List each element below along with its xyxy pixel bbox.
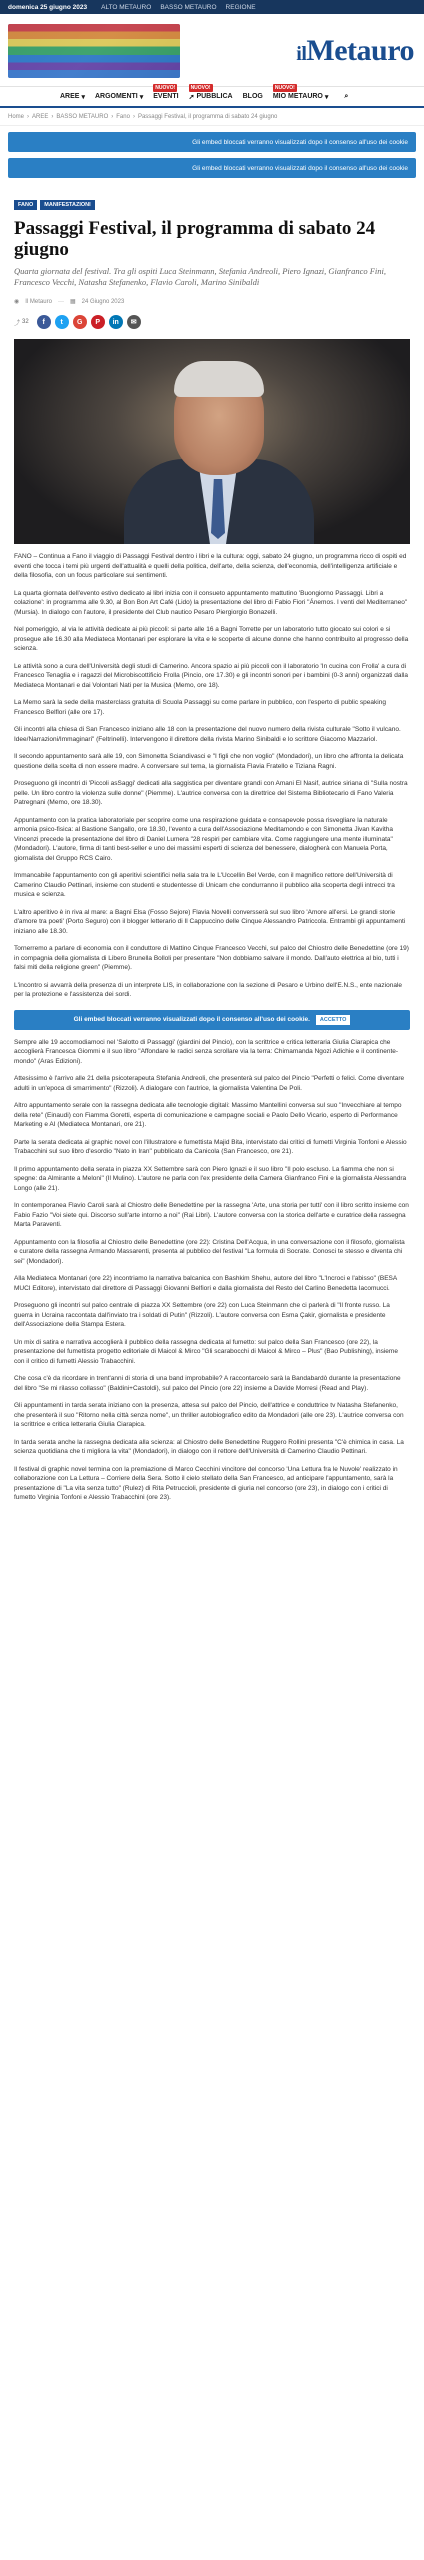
article-paragraph: Altro appuntamento serale con la rassegna dedicata alle tecnologie digitali: Massimo Mantellini conversa sul suo "Invecchiare al tempo della rete" (Einaudi) con Fiamma Goretti, esperta di comunicazione e campagne sociali e Paolo Dello Vicario, esperto di Performance Marketing e AI (Mediateca Montanari, ore 21).	[14, 1102, 402, 1128]
accept-cookies-button[interactable]: ACCETTO	[316, 1015, 350, 1025]
top-link-regione[interactable]: REGIONE	[225, 3, 256, 11]
article-paragraph: L'altro aperitivo è in riva al mare: a Bagni Elsa (Fosso Sejore) Flavia Novelli conversserà sul suo libro 'Amore all'ersi. Le grandi storie d'amore tra poeti' (Porto Seguro) con il blogger letterario di Il Cappuccino delle Cinque Alessandro Patriccola. Entrambi gli appuntamenti iniziano alle 18.30.	[14, 908, 406, 935]
new-badge: NUOVO!	[190, 84, 211, 91]
article-paragraph: Attesissimo è l'arrivo alle 21 della psicoterapeuta Stefania Andreoli, che presenterà sul palco del Pincio "Perfetti o felici. Come diventare adulti in un'epoca di smarrimento" (Rizzoli). A dialogare con l'autrice, la giornalista Valentina De Poli.	[14, 1075, 405, 1092]
cookie-consent-banner[interactable]: Gli embed bloccati verranno visualizzati dopo il consenso all'uso dei cookie	[8, 158, 416, 178]
google-icon[interactable]: G	[73, 315, 87, 329]
new-badge: NUOVO!	[274, 84, 295, 91]
article-paragraph: Sempre alle 19 accomodiamoci nel 'Salotto di Passaggi' (giardini del Pincio), con la scrittrice e critica letteraria Giulia Ciarapica che accoglierà Francesca Giommi e il suo libro "Affondare le radici senza scrollare via la terra: Chimamanda Ngozi Adichie e il continente-mondo" (Aras Edizioni).	[14, 1038, 399, 1065]
banner-flag-image	[8, 24, 180, 78]
article-paragraph: Immancabile l'appuntamento con gli aperitivi scientifici nella sala tra le L'Uccellin Bel Verde, con il magnifico rettore dell'Università di Camerino Claudio Pettinari, insieme con studenti e studentesse di Unicam che condurranno il pubblico alla scoperta degli intrecci tra musica e scienza.	[14, 872, 395, 898]
cookie-consent-banner: Gli embed bloccati verranno visualizzati dopo il consenso all'uso dei cookie. ACCETTO	[14, 1010, 410, 1030]
article-body-continued	[14, 1038, 410, 1503]
calendar-icon: ▦	[69, 299, 76, 305]
send-icon: ➚	[188, 93, 195, 101]
chevron-down-icon: ▾	[81, 93, 85, 101]
article-paragraph: Le attività sono a cura dell'Università degli studi di Camerino. Ancora spazio ai più piccoli con il laboratorio 'In cucina con Frolla' a cura di Francesco Tenaglia e i ragazzi del Microbiscottificio Frolla (Pincio, ore 17.30) e gli incontri sonori per i bambini (0-3 anni) organizzati dalla Mediateca Montanari e dai Volontari Nati per la Musica (Memo, ore 18).	[14, 662, 409, 689]
linkedin-icon[interactable]: in	[109, 315, 123, 329]
article-paragraph: Il festival di graphic novel termina con la premiazione di Marco Cecchini vincitore del concorso 'Una Lettura fra le Nuvole' realizzato in collaborazione con La Lettura – Corriere della Sera. Sotto il cielo stellato della San Francesco, ad anticipare l'appuntamento, sarà la presentazione di "La vita senza tutto" (Rulez) di Rita Petruccioli, presidente di giuria nel concorso (ore 23), in dialogo con i critici di fumetto Virginia Tonfoni e Alessio Trabacchini (ore 23).	[14, 1465, 398, 1501]
article-paragraph: Tornerremo a parlare di economia con il conduttore di Mattino Cinque Francesco Vecchi, sul palco del Chiostro delle Benedettine (ore 19) in compagnia della giornalista di Libero Brunella Bolloli per presentare "Non dobbiamo salvare il mondo. Dall'auto elettrica al bio, tutti i falsi miti della religione green" (Piemme).	[14, 945, 409, 971]
article-paragraph: Appuntamento con la pratica laboratoriale per scoprire come una respirazione guidata e consapevole possa risvegliare la naturale armonia psico-fisica: al Bastione Sangallo, ore 18.30, l'evento a cura dell'Associazione Meditamondo e con Simonetta Jivan Kavitha Vincenzi precede la presentazione del libro di Daniel Lumera "28 respiri per cambiare vita. Come raggiungere una mente illuminata" (Mondadori). L'autore, firma di tanti best-seller e uno dei massimi esperti di scienza del benessere, dialogherà con Manuela Porta, giornalista del Gruppo RCS Cairo.	[14, 816, 393, 862]
email-icon[interactable]: ✉	[127, 315, 141, 329]
breadcrumb: Home › AREE › BASSO METAURO › Fano › Passaggi Festival, il programma di sabato 24 giugno	[0, 108, 424, 126]
article-paragraph: FANO – Continua a Fano il viaggio di Passaggi Festival dentro i libri e la cultura: oggi, sabato 24 giugno, un programma ricco di ospiti ed eventi che tocca i temi più urgenti dell'attualità e quelli della politica, dell'arte, della scienza, dell'economia, dell'intelligenza artificiale e della filosofia, con un focus particolare sui sentimenti.	[14, 553, 407, 579]
header	[0, 14, 424, 86]
chevron-down-icon: ▾	[324, 93, 329, 101]
article-photo	[14, 339, 410, 544]
article-paragraph: La Memo sarà la sede della masterclass gratuita di Scuola Passaggi su come parlare in pubblico, con l'esperto di public speaking Francesco Belflori (alle ore 17).	[14, 699, 386, 716]
pinterest-icon[interactable]: P	[91, 315, 105, 329]
article-paragraph: Proseguono gli incontri di 'Piccoli asSaggi' dedicati alla saggistica per diventare grandi con Amani El Nasif, autrice siriana di "Sulla nostra pelle. Un libro contro la violenza sulle donne" (Piemme). L'autrice conversa con la direttrice del Sistema Bibliotecario di Fano Valeria Patregnani (Memo, ore 18.30).	[14, 780, 408, 806]
breadcrumb-basso-metauro[interactable]: BASSO METAURO	[56, 113, 109, 120]
breadcrumb-fano[interactable]: Fano	[116, 113, 130, 120]
share-count: ⤴ 32	[14, 319, 29, 327]
category-tags	[14, 200, 410, 210]
article-paragraph: Il secondo appuntamento sarà alle 19, con Simonetta Sciandivasci e "I figli che non voglio" (Mondadori), un libro che affronta la delicata questione della scelta di non essere madre. A conversare sul tema, la giornalista Flavia Fratello e Tiziana Ragni.	[14, 753, 404, 770]
twitter-icon[interactable]: t	[55, 315, 69, 329]
current-date: domenica 25 giugno 2023	[8, 3, 88, 11]
article-paragraph: Il primo appuntamento della serata in piazza XX Settembre sarà con Piero Ignazi e il suo libro "Il polo escluso. La fiamma che non si spegne: da Almirante a Meloni" (Il Mulino). L'autore ne parla con l'ex presidente della Camera Gianfranco Fini e la giornalista Alessandra Longo (alle 21).	[14, 1165, 407, 1192]
article-date: 24 Giugno 2023	[81, 298, 125, 305]
breadcrumb-current: Passaggi Festival, il programma di sabato 24 giugno	[137, 113, 278, 120]
share-icon: ⤴	[14, 320, 21, 327]
article-paragraph: Che cosa c'è da ricordare in trent'anni di storia di una band improbabile? A raccontarcelo sarà la Bandabardò durante la presentazione del libro "Se mi rilasso collasso" (Baldini+Castoldi), sul palco del Pincio (ore 22) insieme a Davide Morresi (Read and Play).	[14, 1375, 401, 1392]
nav-item-eventi[interactable]: EVENTI NUOVO!	[153, 85, 179, 100]
top-link-alto-metauro[interactable]: ALTO METAURO	[101, 3, 152, 11]
main-nav	[0, 86, 424, 108]
chevron-down-icon: ▾	[139, 93, 144, 101]
article-paragraph: Alla Mediateca Montanari (ore 22) incontriamo la narrativa balcanica con Bashkim Shehu, autore del libro "L'Incroci e l'abisso" (BESA MUCI Editore), intervistato dal direttore di Passaggi Giovanni Belfiori e dalla giornalista del Resto del Carlino Benedetta Iacomucci.	[14, 1275, 397, 1292]
article-paragraph: In tarda serata anche la rassegna dedicata alla scienza: al Chiostro delle Benedettine Ruggero Rollini presenta "C'è chimica in casa. La scienza quotidiana che ti migliora la vita" (Mondadori), in dialogo con il rettore dell'Università di Camerino Claudio Pettinari.	[14, 1438, 404, 1455]
top-links	[101, 4, 255, 11]
article-title: Passaggi Festival, il programma di sabato 24 giugno	[14, 218, 376, 260]
nav-item-argomenti[interactable]: ARGOMENTI ▾	[94, 93, 144, 101]
nav-item-aree[interactable]: AREE ▾	[60, 93, 85, 101]
site-logo[interactable]: ilMetauro	[296, 34, 414, 67]
article-subtitle: Quarta giornata del festival. Tra gli ospiti Luca Steinmann, Stefania Andreoli, Piero Ignazi, Gianfranco Fini, Francesco Vecchi, Natasha Stefanenko, Flavio Caroli, Marino Sinibaldi	[14, 266, 387, 287]
facebook-icon[interactable]: f	[37, 315, 51, 329]
category-tag-manifestazioni[interactable]: MANIFESTAZIONI	[40, 200, 94, 210]
article-paragraph: La quarta giornata dell'evento estivo dedicato ai libri inizia con il consueto appuntamento mattutino 'Buongiorno Passaggi. Libri a colazione': in programma alle 9.30, al Bon Bon Art Café (Lido) la presentazione del libro di Fabio Fiori "Ánemos. I venti del Mediterraneo" (Mursia). In dialogo con l'autore, il presidente del Club nautico Pesaro Piergiorgio Bonazelli.	[14, 589, 408, 616]
nav-item-blog[interactable]: BLOG	[242, 93, 263, 100]
article-meta: ◉ Il Metauro — ▦ 24 Giugno 2023	[14, 298, 125, 305]
article-body	[14, 552, 410, 1000]
share-bar	[14, 315, 410, 329]
article-paragraph: Gli incontri alla chiesa di San Francesco iniziano alle 18 con la presentazione del nuovo numero della rivista culturale "Sotto il vulcano. Idee/Narrazioni/Immaginari" (Feltrinelli). Intervengono il direttore della rivista Marino Sinibaldi e lo scrittore Giacomo Mazzariol.	[14, 726, 401, 743]
article-paragraph: L'incontro si avvarrà della presenza di un interprete LIS, in collaborazione con la sezione di Pesaro e Urbino dell'E.N.S., ente nazionale per la protezione e l'assistenza dei sordi.	[14, 981, 403, 998]
article-paragraph: Parte la serata dedicata ai graphic novel con l'illustratore e fumettista Majid Bita, intervistato dai critici di fumetti Virginia Tonfoni e Alessio Trabacchini sul suo libro d'esordio "Nato in Iran" pubblicato da Canicola (San Francesco, ore 21).	[14, 1138, 407, 1155]
search-icon[interactable]: ⌕	[344, 92, 349, 100]
top-bar	[0, 0, 424, 14]
article-paragraph: Appuntamento con la filosofia al Chiostro delle Benedettine (ore 22): Cristina Dell'Acqua, in una conversazione con il filosofo, giornalista e curatore della rassegna Armando Massarenti, presenta al pubblico del festival "La formula di Socrate. Conosci te stesso e diventa chi sei" (Mondadori).	[14, 1238, 405, 1265]
article-author[interactable]: Il Metauro	[25, 298, 52, 305]
nav-item-pubblica[interactable]: ➚ PUBBLICA NUOVO!	[188, 84, 233, 101]
promo-banner[interactable]	[8, 24, 180, 78]
nav-item-mio-metauro[interactable]: MIO METAURO ▾ NUOVO!	[272, 84, 329, 101]
category-tag-fano[interactable]: FANO	[14, 200, 37, 210]
cookie-consent-banner[interactable]: Gli embed bloccati verranno visualizzati dopo il consenso all'uso dei cookie	[8, 132, 416, 152]
article	[0, 200, 424, 1503]
article-paragraph: Nel pomeriggio, al via le attività dedicate ai più piccoli: si parte alle 16 a Bagni Torrette per un laboratorio tutto giocato sui colori e si prosegue alle 16.30 alla Mediateca Montanari per esplorare la vita e le scoperte di alcune donne che hanno contribuito al progresso della scienza.	[14, 626, 409, 652]
breadcrumb-aree[interactable]: AREE	[32, 113, 49, 120]
top-link-basso-metauro[interactable]: BASSO METAURO	[160, 3, 217, 11]
author-icon: ◉	[14, 299, 20, 305]
article-paragraph: Gli appuntamenti in tarda serata iniziano con la presenza, attesa sul palco del Pincio, dell'attrice e conduttrice tv Natasha Stefanenko, che presenterà il suo "Ritorno nella città senza nome", un thriller autobiografico edito da Mondadori (alle ore 23). L'autrice conversa con la scrittrice e critica letteraria Giulia Ciarapica.	[14, 1402, 404, 1428]
article-paragraph: Un mix di satira e narrativa accoglierà il pubblico della rassegna dedicata al fumetto: sul palco della San Francesco (ore 22), la presentazione del fumettista progetto editoriale di Maicol & Mirco "Gli scarabocchi di Maicol & Mirco – Plus" (Bao Publishing), insieme con il critico di fumetti Alessio Trabacchini.	[14, 1338, 398, 1365]
new-badge: NUOVO!	[155, 85, 176, 91]
article-paragraph: In contemporanea Flavio Caroli sarà al Chiostro delle Benedettine per la rassegna 'Arte, una storia per tutti' con il libro scritto insieme con Fabio Fazio "Voi siete qui. Discorso sull'arte intorno a noi" (Rai Libri). L'autore conversa con la storica dell'arte e curatrice della rassegna Marta Paraventi.	[14, 1202, 409, 1228]
breadcrumb-home[interactable]: Home	[8, 113, 25, 120]
article-paragraph: Proseguono gli incontri sul palco centrale di piazza XX Settembre (ore 22) con Luca Steinmann che ci parlerà di "Il fronte russo. La guerra in Ucraina raccontata dall'inviato tra i soldati di Putin" (Rizzoli). L'autore conversa con Esma Çakir, giornalista e presidente dell'Associazione della Stampa Estera.	[14, 1302, 390, 1328]
